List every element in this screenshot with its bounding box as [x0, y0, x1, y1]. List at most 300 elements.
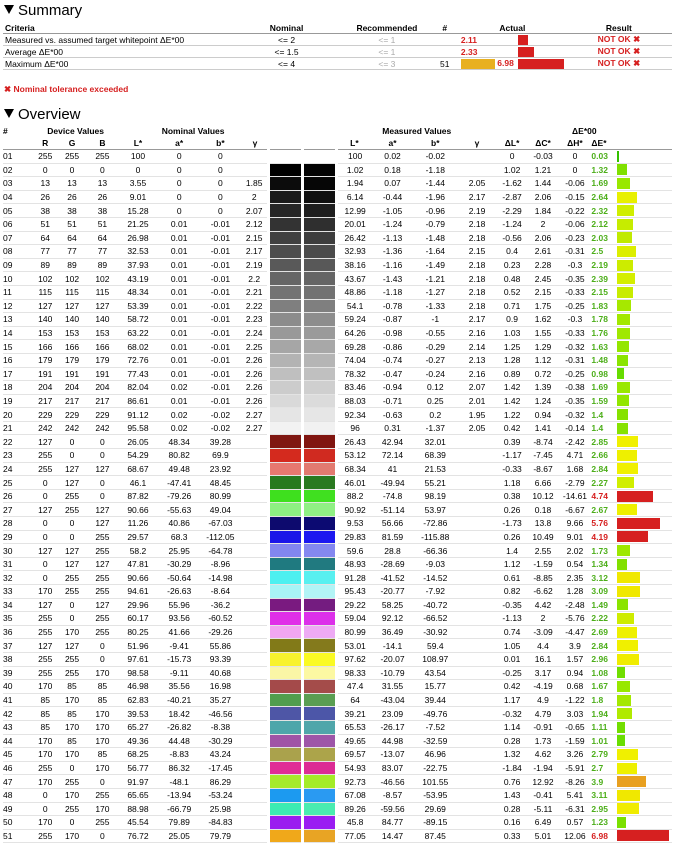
delta-l-cell: 0.23 [497, 258, 528, 272]
col-measured-a: a* [372, 137, 413, 150]
nominal-a-cell: 0.02 [159, 421, 200, 435]
measured-b-cell: -66.36 [413, 544, 457, 558]
measured-b-cell: -30.92 [413, 625, 457, 639]
measured-gamma-cell [457, 693, 496, 707]
measured-l-cell: 29.22 [337, 598, 372, 612]
delta-e-bar [616, 423, 628, 434]
delta-c-cell: 12.92 [528, 775, 559, 789]
patch-row [3, 326, 672, 340]
nominal-l-cell: 80.25 [117, 625, 158, 639]
num-cell: 27 [3, 503, 34, 517]
measured-a-cell: -1.24 [372, 217, 413, 231]
delta-e-bar-cell [616, 313, 672, 327]
num-cell: 06 [3, 217, 34, 231]
b-cell: 0 [87, 829, 117, 843]
nominal-swatch [269, 313, 303, 327]
measured-gamma-cell [457, 557, 496, 571]
delta-l-cell: 0.01 [497, 652, 528, 666]
measured-a-cell: -1.05 [372, 204, 413, 218]
num-cell: 42 [3, 707, 34, 721]
patch-row [3, 625, 672, 639]
patch-row [3, 258, 672, 272]
g-cell: 255 [57, 571, 88, 585]
delta-e-bar [616, 559, 627, 570]
col-delta-l: ΔL* [497, 137, 528, 150]
delta-l-cell: 1.32 [497, 748, 528, 762]
patch-row [3, 652, 672, 666]
b-cell: 255 [87, 544, 117, 558]
count-bar-cell [459, 34, 516, 46]
measured-swatch [303, 652, 337, 666]
delta-l-cell: 1.28 [497, 353, 528, 367]
nominal-a-cell: 0.01 [159, 340, 200, 354]
nominal-b-cell: -0.01 [200, 245, 241, 259]
actual-header: Actual [459, 22, 566, 34]
delta-e-bar [616, 504, 637, 515]
r-cell: 89 [34, 258, 57, 272]
delta-e-cell: 1.59 [591, 394, 616, 408]
measured-gamma-cell [457, 816, 496, 830]
count-cell [431, 46, 459, 58]
measured-gamma-cell [457, 734, 496, 748]
nominal-b-cell: 40.68 [200, 666, 241, 680]
b-cell: 255 [87, 585, 117, 599]
measured-l-cell: 69.57 [337, 748, 372, 762]
delta-e-cell: 2.69 [591, 625, 616, 639]
b-cell: 255 [87, 530, 117, 544]
measured-a-cell: -1.13 [372, 231, 413, 245]
g-cell: 166 [57, 340, 88, 354]
measured-gamma-cell [457, 680, 496, 694]
nominal-a-cell: 0.01 [159, 299, 200, 313]
delta-e-bar [616, 586, 640, 597]
overview-heading[interactable] [4, 107, 81, 123]
delta-e-bar [616, 613, 634, 624]
b-cell: 255 [87, 788, 117, 802]
nominal-gamma-cell [241, 489, 269, 503]
r-cell: 0 [34, 163, 57, 177]
delta-c-cell: -7.45 [528, 449, 559, 463]
measured-a-cell: -20.07 [372, 652, 413, 666]
result-header: Result [566, 22, 672, 34]
nominal-b-cell: -0.01 [200, 340, 241, 354]
b-cell: 127 [87, 299, 117, 313]
result-text: NOT OK [597, 46, 631, 56]
nominal-swatch [269, 557, 303, 571]
delta-e-bar-cell [616, 571, 672, 585]
count-cell: 51 [431, 58, 459, 70]
delta-e-bar-cell [616, 340, 672, 354]
measured-b-cell: 39.44 [413, 693, 457, 707]
nominal-b-cell: -0.02 [200, 421, 241, 435]
delta-h-cell: 3.9 [558, 639, 591, 653]
delta-e-bar [616, 681, 630, 692]
delta-e-cell: 1.63 [591, 340, 616, 354]
nominal-b-cell: -0.01 [200, 217, 241, 231]
nominal-b-cell: 0 [200, 163, 241, 177]
nominal-swatch [269, 775, 303, 789]
g-cell: 77 [57, 245, 88, 259]
delta-e-cell: 6.98 [591, 829, 616, 843]
nominal-b-cell: -60.52 [200, 612, 241, 626]
b-cell: 51 [87, 217, 117, 231]
measured-a-cell: 83.07 [372, 761, 413, 775]
delta-c-cell: 1.55 [528, 326, 559, 340]
nominal-swatch [269, 517, 303, 531]
g-cell: 170 [57, 829, 88, 843]
delta-e-cell: 3.11 [591, 788, 616, 802]
overview-table [3, 125, 672, 843]
nominal-swatch [269, 299, 303, 313]
measured-b-cell: -22.75 [413, 761, 457, 775]
delta-c-cell: 2 [528, 217, 559, 231]
nominal-b-cell: -0.01 [200, 394, 241, 408]
patch-row [3, 829, 672, 843]
b-cell: 170 [87, 707, 117, 721]
criteria-header: Criteria [3, 22, 230, 34]
nominal-b-cell: 80.99 [200, 489, 241, 503]
col-nominal-b: b* [200, 137, 241, 150]
delta-c-cell: 2 [528, 612, 559, 626]
delta-c-cell: 1.12 [528, 353, 559, 367]
g-cell: 115 [57, 285, 88, 299]
nominal-a-cell: 68.3 [159, 530, 200, 544]
measured-swatch [303, 177, 337, 191]
b-cell: 0 [87, 435, 117, 449]
nominal-a-cell: 49.48 [159, 462, 200, 476]
measured-gamma-cell: 2.05 [457, 421, 496, 435]
nominal-gamma-cell [241, 530, 269, 544]
delta-l-cell: 0.76 [497, 775, 528, 789]
nominal-gamma-cell [241, 680, 269, 694]
nominal-l-cell: 3.55 [117, 177, 158, 191]
b-cell: 179 [87, 353, 117, 367]
nominal-a-cell: 0.01 [159, 231, 200, 245]
nominal-swatch [269, 150, 303, 164]
delta-e-bar-cell [616, 693, 672, 707]
measured-l-cell: 88.03 [337, 394, 372, 408]
delta-h-cell: 0.68 [558, 680, 591, 694]
nominal-swatch [269, 163, 303, 177]
nominal-a-cell: -50.64 [159, 571, 200, 585]
patch-row [3, 367, 672, 381]
measured-b-cell: -115.88 [413, 530, 457, 544]
r-cell: 170 [34, 748, 57, 762]
measured-gamma-cell [457, 462, 496, 476]
measured-swatch [303, 544, 337, 558]
measured-swatch [303, 462, 337, 476]
measured-swatch [303, 245, 337, 259]
measured-l-cell: 69.28 [337, 340, 372, 354]
delta-c-cell: 2.61 [528, 245, 559, 259]
measured-swatch [303, 231, 337, 245]
measured-l-cell: 90.92 [337, 503, 372, 517]
delta-e-bar-cell [616, 748, 672, 762]
delta-c-cell: 4.4 [528, 639, 559, 653]
delta-e-bar-cell [616, 204, 672, 218]
nominal-a-cell: 18.42 [159, 707, 200, 721]
actual-bar-cell [516, 34, 566, 46]
patch-row [3, 285, 672, 299]
measured-l-cell: 59.04 [337, 612, 372, 626]
delta-e-bar [616, 192, 637, 203]
measured-b-cell: -1.33 [413, 299, 457, 313]
col-measured-gamma: γ [457, 137, 496, 150]
measured-swatch [303, 829, 337, 843]
measured-swatch [303, 693, 337, 707]
delta-c-cell: 1.24 [528, 394, 559, 408]
delta-l-cell: -0.35 [497, 598, 528, 612]
g-cell: 127 [57, 639, 88, 653]
measured-gamma-cell [457, 829, 496, 843]
num-header: # [3, 126, 8, 136]
fail-x-icon: ✖ [633, 34, 641, 44]
delta-e-bar-cell [616, 585, 672, 599]
nominal-b-cell: 25.98 [200, 802, 241, 816]
measured-b-cell: 15.77 [413, 680, 457, 694]
measured-gamma-cell: 2.18 [457, 231, 496, 245]
delta-l-cell: -0.25 [497, 666, 528, 680]
measured-gamma-cell [457, 503, 496, 517]
overview-title: Overview [18, 106, 81, 123]
nominal-swatch [269, 612, 303, 626]
delta-l-cell: 1.02 [497, 163, 528, 177]
measured-gamma-cell [457, 163, 496, 177]
measured-l-cell: 26.42 [337, 231, 372, 245]
delta-c-cell: 6.49 [528, 816, 559, 830]
g-cell: 127 [57, 557, 88, 571]
collapse-triangle-icon[interactable] [4, 5, 14, 14]
r-cell: 127 [34, 639, 57, 653]
collapse-triangle-icon[interactable] [4, 109, 14, 118]
delta-c-cell: 0.94 [528, 408, 559, 422]
nominal-gamma-cell: 2.15 [241, 231, 269, 245]
measured-swatch [303, 612, 337, 626]
num-cell: 46 [3, 761, 34, 775]
measured-a-cell: -46.56 [372, 775, 413, 789]
b-cell: 229 [87, 408, 117, 422]
measured-a-cell: -10.79 [372, 666, 413, 680]
measured-swatch [303, 217, 337, 231]
nominal-l-cell: 29.57 [117, 530, 158, 544]
measured-gamma-cell: 2.14 [457, 340, 496, 354]
measured-gamma-cell [457, 449, 496, 463]
b-cell: 170 [87, 802, 117, 816]
delta-e-bar [616, 830, 669, 841]
delta-e-bar-cell [616, 299, 672, 313]
nominal-l-cell: 72.76 [117, 353, 158, 367]
delta-l-cell: 0.42 [497, 680, 528, 694]
delta-h-cell: -0.31 [558, 245, 591, 259]
nominal-l-cell: 94.61 [117, 585, 158, 599]
summary-heading[interactable] [4, 3, 82, 19]
nominal-b-cell: 0 [200, 190, 241, 204]
nominal-b-cell: -8.38 [200, 720, 241, 734]
measured-a-cell: 0.31 [372, 421, 413, 435]
delta-e-bar-cell [616, 217, 672, 231]
delta-e-bar-cell [616, 476, 672, 490]
nominal-gamma-cell [241, 612, 269, 626]
patch-row [3, 707, 672, 721]
num-cell: 09 [3, 258, 34, 272]
measured-a-cell: 44.98 [372, 734, 413, 748]
delta-l-cell: 0.71 [497, 299, 528, 313]
nominal-b-cell: -53.24 [200, 788, 241, 802]
measured-b-cell: 108.97 [413, 652, 457, 666]
nominal-b-cell: -64.78 [200, 544, 241, 558]
delta-h-cell: -0.14 [558, 421, 591, 435]
g-cell: 255 [57, 489, 88, 503]
nominal-a-cell: 35.56 [159, 680, 200, 694]
patch-row [3, 217, 672, 231]
measured-a-cell: -0.63 [372, 408, 413, 422]
delta-c-cell: -1.94 [528, 761, 559, 775]
delta-h-cell: -0.33 [558, 285, 591, 299]
delta-e-cell: 1.83 [591, 299, 616, 313]
nominal-gamma-cell: 2 [241, 190, 269, 204]
delta-e-bar-cell [616, 680, 672, 694]
nominal-b-cell: -46.56 [200, 707, 241, 721]
measured-a-cell: -1.16 [372, 258, 413, 272]
delta-e-bar [616, 491, 653, 502]
measured-swatch [303, 367, 337, 381]
nominal-cell: <= 1.5 [230, 46, 343, 58]
r-cell: 191 [34, 367, 57, 381]
measured-gamma-cell: 2.15 [457, 245, 496, 259]
nominal-b-cell: -0.01 [200, 353, 241, 367]
delta-l-cell: 0 [497, 150, 528, 164]
measured-swatch [303, 503, 337, 517]
measured-l-cell: 53.12 [337, 449, 372, 463]
measured-b-cell: 43.54 [413, 666, 457, 680]
nominal-gamma-cell [241, 598, 269, 612]
patch-row [3, 571, 672, 585]
r-cell: 179 [34, 353, 57, 367]
measured-a-cell: 92.12 [372, 612, 413, 626]
r-cell: 170 [34, 680, 57, 694]
delta-l-cell: -0.33 [497, 462, 528, 476]
measured-l-cell: 1.94 [337, 177, 372, 191]
delta-e-cell: 1.4 [591, 421, 616, 435]
nominal-swatch [269, 394, 303, 408]
nominal-b-cell: -0.01 [200, 381, 241, 395]
delta-c-cell: -6.62 [528, 585, 559, 599]
r-cell: 204 [34, 381, 57, 395]
delta-l-cell: 1.05 [497, 639, 528, 653]
delta-c-cell: 10.49 [528, 530, 559, 544]
b-cell: 255 [87, 612, 117, 626]
measured-swatch [303, 258, 337, 272]
delta-l-cell: 1.4 [497, 544, 528, 558]
b-cell: 77 [87, 245, 117, 259]
measured-l-cell: 96 [337, 421, 372, 435]
b-cell: 0 [87, 775, 117, 789]
delta-l-cell: 0.38 [497, 489, 528, 503]
b-cell: 255 [87, 625, 117, 639]
delta-e-cell: 1.94 [591, 707, 616, 721]
num-cell: 45 [3, 748, 34, 762]
g-cell: 255 [57, 652, 88, 666]
patch-row [3, 517, 672, 531]
measured-gamma-cell [457, 544, 496, 558]
g-cell: 38 [57, 204, 88, 218]
recommended-cell: <= 3 [343, 58, 430, 70]
nominal-l-cell: 15.28 [117, 204, 158, 218]
r-cell: 170 [34, 734, 57, 748]
nominal-swatch [269, 190, 303, 204]
g-cell: 140 [57, 313, 88, 327]
g-cell: 0 [57, 163, 88, 177]
measured-a-cell: -0.71 [372, 394, 413, 408]
b-cell: 255 [87, 150, 117, 164]
delta-l-cell: -1.62 [497, 177, 528, 191]
delta-h-cell: -0.23 [558, 231, 591, 245]
delta-c-cell: 2.55 [528, 544, 559, 558]
nominal-swatch [269, 449, 303, 463]
num-cell: 08 [3, 245, 34, 259]
measured-a-cell: 28.8 [372, 544, 413, 558]
b-cell: 170 [87, 666, 117, 680]
delta-e-bar [616, 599, 628, 610]
delta-h-cell: 0.94 [558, 666, 591, 680]
measured-l-cell: 64.26 [337, 326, 372, 340]
nominal-swatch [269, 326, 303, 340]
nominal-a-cell: -9.41 [159, 639, 200, 653]
delta-l-cell: -1.17 [497, 449, 528, 463]
delta-e-bar [616, 232, 632, 243]
nominal-swatch [269, 204, 303, 218]
b-cell: 115 [87, 285, 117, 299]
delta-h-cell: 9.01 [558, 530, 591, 544]
g-cell: 102 [57, 272, 88, 286]
measured-a-cell: 36.49 [372, 625, 413, 639]
delta-e-cell: 1.76 [591, 326, 616, 340]
delta-h-cell: 1.57 [558, 652, 591, 666]
nominal-swatch [269, 598, 303, 612]
nominal-l-cell: 88.98 [117, 802, 158, 816]
delta-e-bar-cell [616, 734, 672, 748]
delta-l-cell: -2.29 [497, 204, 528, 218]
delta-e-bar [616, 722, 625, 733]
g-cell: 127 [57, 476, 88, 490]
summary-row [3, 46, 672, 58]
b-cell: 217 [87, 394, 117, 408]
delta-c-cell: 2.45 [528, 272, 559, 286]
delta-c-cell: 0.72 [528, 367, 559, 381]
nominal-b-cell: 23.92 [200, 462, 241, 476]
delta-e-bar [616, 545, 630, 556]
num-cell: 34 [3, 598, 34, 612]
nominal-swatch [269, 340, 303, 354]
delta-e-cell: 2.67 [591, 503, 616, 517]
nominal-gamma-cell [241, 639, 269, 653]
measured-b-cell: -0.96 [413, 204, 457, 218]
delta-l-cell: 1.03 [497, 326, 528, 340]
b-cell: 85 [87, 693, 117, 707]
nominal-a-cell: 0.01 [159, 258, 200, 272]
measured-b-cell: 0.12 [413, 381, 457, 395]
nominal-gamma-cell [241, 462, 269, 476]
nominal-b-cell: -0.01 [200, 326, 241, 340]
delta-c-cell: -0.03 [528, 150, 559, 164]
nominal-a-cell: -26.82 [159, 720, 200, 734]
delta-l-cell: -0.32 [497, 707, 528, 721]
delta-e-bar [616, 531, 648, 542]
measured-a-cell: 81.59 [372, 530, 413, 544]
delta-c-cell: -1.59 [528, 557, 559, 571]
measured-gamma-cell [457, 571, 496, 585]
r-cell: 153 [34, 326, 57, 340]
